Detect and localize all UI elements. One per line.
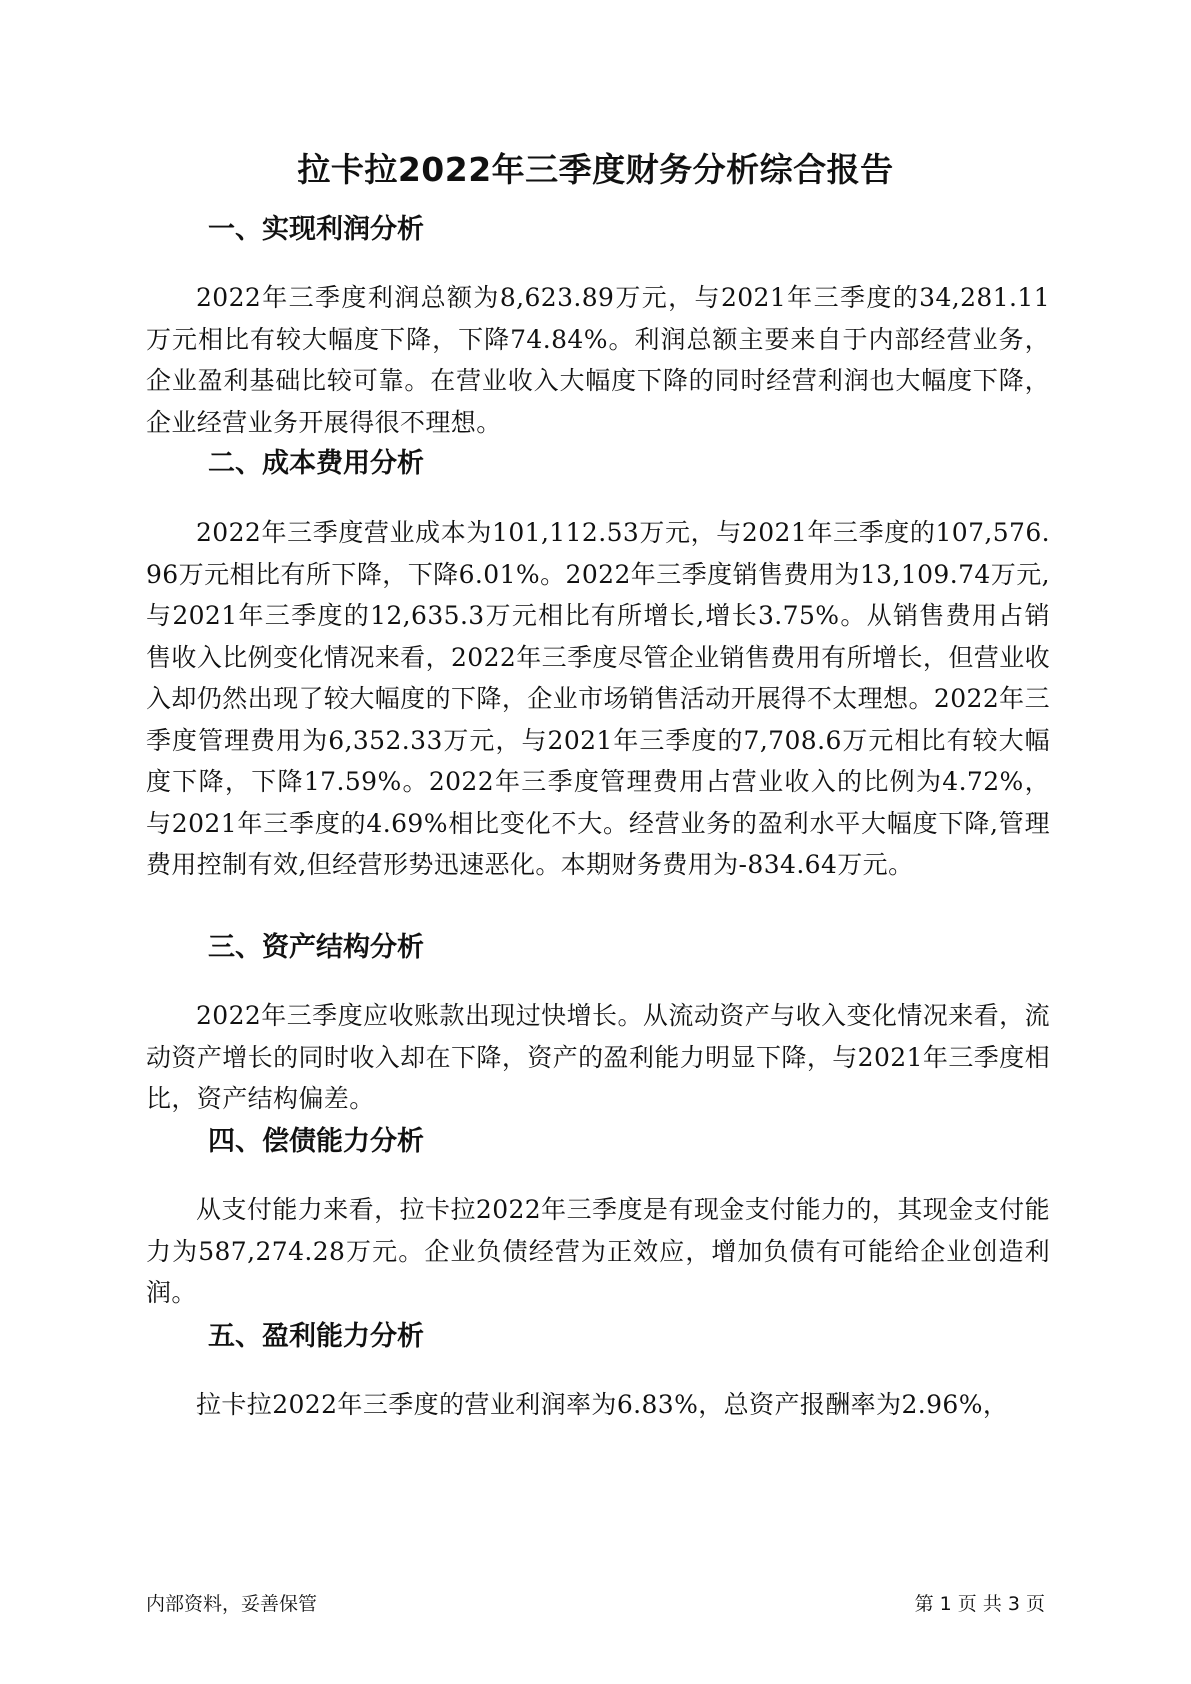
- footer-page-number: 第 1 页 共 3 页: [914, 1593, 1045, 1615]
- section-solvency: [146, 1122, 1050, 1314]
- section-heading: 四、偿债能力分析: [208, 1126, 424, 1157]
- footer-confidential-note: 内部资料，妥善保管: [146, 1593, 318, 1615]
- section-paragraph: 拉卡拉2022年三季度的营业利润率为6.83%，总资产报酬率为2.96%，: [196, 1390, 1009, 1419]
- document-title: 拉卡拉2022年三季度财务分析综合报告: [297, 150, 894, 189]
- section-cost-analysis: [146, 444, 1050, 886]
- section-profit-analysis: [146, 210, 1050, 443]
- section-paragraph: 2022年三季度营业成本为101,112.53万元，与2021年三季度的107,576.96万元相比有所下降，下降6.01%。2022年三季度销售费用为13,109.74万元,与2021年三季度的12,635.3万元相比有所增长,增长3.75%。从销售费用占销售收入比例变化情况来看，2022年三季度尽管企业销售费用有所增长，但营业收入却仍然出现了较大幅度的下降，企业市场销售活动开展得不太理想。2022年三季度管理费用为6,352.33万元，与2021年三季度的7,708.6万元相比有较大幅度下降，下降17.59%。2022年三季度管理费用占营业收入的比例为4.72%，与2021年三季度的4.69%相比变化不大。经营业务的盈利水平大幅度下降,管理费用控制有效,但经营形势迅速恶化。本期财务费用为-834.64万元。: [146, 518, 1050, 879]
- section-paragraph: 从支付能力来看，拉卡拉2022年三季度是有现金支付能力的，其现金支付能力为587,274.28万元。企业负债经营为正效应，增加负债有可能给企业创造利润。: [146, 1195, 1050, 1307]
- section-heading: 三、资产结构分析: [208, 932, 424, 963]
- section-paragraph: 2022年三季度应收账款出现过快增长。从流动资产与收入变化情况来看，流动资产增长的同时收入却在下降，资产的盈利能力明显下降，与2021年三季度相比，资产结构偏差。: [146, 1001, 1050, 1113]
- section-heading: 一、实现利润分析: [208, 214, 424, 245]
- section-paragraph: 2022年三季度利润总额为8,623.89万元，与2021年三季度的34,281.11万元相比有较大幅度下降，下降74.84%。利润总额主要来自于内部经营业务，企业盈利基础比较可靠。在营业收入大幅度下降的同时经营利润也大幅度下降，企业经营业务开展得很不理想。: [146, 283, 1050, 437]
- section-asset-structure: [146, 928, 1050, 1120]
- section-profitability: [146, 1317, 1050, 1426]
- section-heading: 二、成本费用分析: [208, 448, 424, 479]
- section-heading: 五、盈利能力分析: [208, 1321, 424, 1352]
